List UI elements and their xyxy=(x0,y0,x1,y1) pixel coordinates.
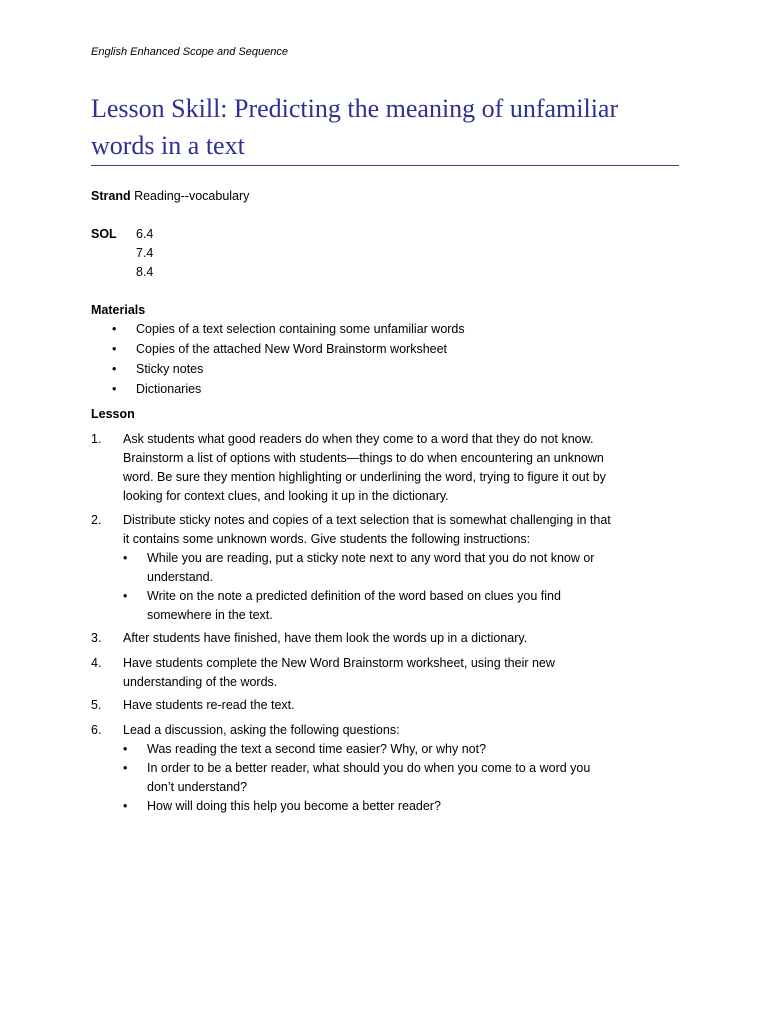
step-text xyxy=(123,629,678,648)
bullet-icon: • xyxy=(123,742,128,756)
bullet-icon: • xyxy=(123,761,128,775)
lesson-title-line-1: Lesson Skill: Predicting the meaning of unfamiliar xyxy=(91,94,619,123)
sol-label: SOL xyxy=(91,227,117,241)
step-text xyxy=(123,511,678,549)
bullet-icon: • xyxy=(123,799,128,813)
bullet-icon: • xyxy=(112,382,117,396)
material-text: Copies of the attached New Word Brainstorm worksheet xyxy=(136,342,448,356)
sub-line: In order to be a better reader, what should you do when you come to a word you xyxy=(147,761,591,775)
step-number: 1. xyxy=(91,432,102,446)
step-line: understanding of the words. xyxy=(123,675,278,689)
step-line: Brainstorm a list of options with students—things to do when encountering an unknown xyxy=(123,451,604,465)
step-text xyxy=(123,696,678,715)
sub-line: While you are reading, put a sticky note next to any word that you do not know or xyxy=(147,551,595,565)
lesson-title xyxy=(91,90,691,164)
step-text xyxy=(123,654,678,692)
sub-line: Was reading the text a second time easier? Why, or why not? xyxy=(147,742,487,756)
step-number: 6. xyxy=(91,723,102,737)
material-text: Copies of a text selection containing some unfamiliar words xyxy=(136,322,465,336)
strand-label: Strand xyxy=(91,189,131,203)
materials-label: Materials xyxy=(91,303,146,317)
step-line: looking for context clues, and looking it up in the dictionary. xyxy=(123,489,449,503)
step-line: word. Be sure they mention highlighting or underlining the word, trying to figure it out by xyxy=(123,470,606,484)
step-number: 2. xyxy=(91,513,102,527)
title-divider xyxy=(91,165,679,166)
step-line: it contains some unknown words. Give students the following instructions: xyxy=(123,532,531,546)
sub-line: How will doing this help you become a better reader? xyxy=(147,799,441,813)
lesson-label: Lesson xyxy=(91,407,135,421)
step-line: Lead a discussion, asking the following questions: xyxy=(123,723,400,737)
list-item xyxy=(112,340,465,360)
sub-item-text xyxy=(147,740,667,759)
step-number: 4. xyxy=(91,656,102,670)
sub-line: understand. xyxy=(147,570,214,584)
sub-item-text xyxy=(147,549,667,587)
step-number: 3. xyxy=(91,631,102,645)
bullet-icon: • xyxy=(112,342,117,356)
step-line: After students have finished, have them look the words up in a dictionary. xyxy=(123,631,528,645)
step-number: 5. xyxy=(91,698,102,712)
bullet-icon: • xyxy=(112,322,117,336)
document-header: English Enhanced Scope and Sequence xyxy=(91,46,288,58)
sol-value: 7.4 xyxy=(136,246,154,260)
material-text: Sticky notes xyxy=(136,362,204,376)
bullet-icon: • xyxy=(123,589,128,603)
step-line: Have students complete the New Word Brainstorm worksheet, using their new xyxy=(123,656,555,670)
step-line: Ask students what good readers do when they come to a word that they do not know. xyxy=(123,432,594,446)
list-item xyxy=(112,380,465,400)
list-item xyxy=(112,360,465,380)
strand-value: Reading--vocabulary xyxy=(134,189,250,203)
sub-item-text xyxy=(147,797,667,816)
list-item xyxy=(112,320,465,340)
step-text xyxy=(123,721,678,740)
sol-list xyxy=(136,225,153,282)
bullet-icon: • xyxy=(112,362,117,376)
sub-item-text xyxy=(147,587,667,625)
lesson-title-line-2: words in a text xyxy=(91,131,245,160)
materials-list xyxy=(112,320,465,400)
material-text: Dictionaries xyxy=(136,382,202,396)
sol-value: 6.4 xyxy=(136,227,154,241)
sub-item-text xyxy=(147,759,667,797)
bullet-icon: • xyxy=(123,551,128,565)
sub-line: don’t understand? xyxy=(147,780,248,794)
step-text xyxy=(123,430,678,506)
sub-line: Write on the note a predicted definition of the word based on clues you find xyxy=(147,589,561,603)
step-line: Distribute sticky notes and copies of a text selection that is somewhat challenging in that xyxy=(123,513,611,527)
sub-line: somewhere in the text. xyxy=(147,608,273,622)
step-line: Have students re-read the text. xyxy=(123,698,295,712)
sol-value: 8.4 xyxy=(136,265,154,279)
strand-line xyxy=(91,187,249,206)
